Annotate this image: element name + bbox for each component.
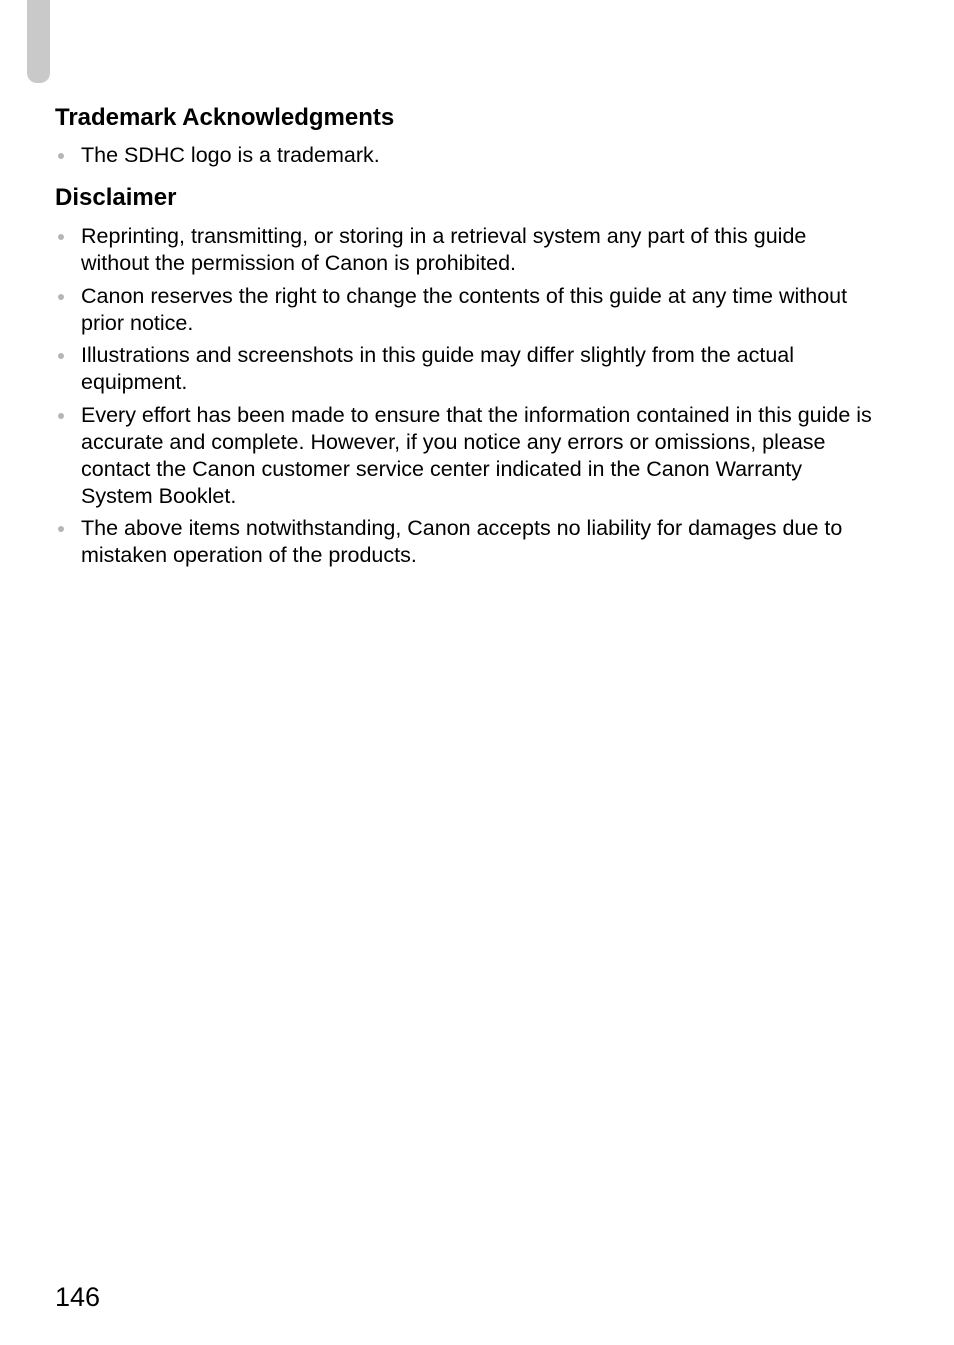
trademark-list [55, 142, 875, 175]
bullet-icon [58, 234, 64, 240]
disclaimer-list [55, 223, 875, 575]
bullet-icon [58, 153, 64, 159]
trademark-heading: Trademark Acknowledgments [55, 104, 395, 131]
list-item-text: The above items notwithstanding, Canon accepts no liability for damages due to mistaken operation of the products. [81, 516, 843, 567]
bullet-icon [58, 353, 64, 359]
list-item-text: Illustrations and screenshots in this guide may differ slightly from the actual equipment. [81, 343, 795, 394]
bullet-icon [58, 413, 64, 419]
section-side-tab [27, 0, 50, 83]
bullet-icon [58, 526, 64, 532]
list-item [55, 223, 875, 277]
list-item [55, 402, 875, 510]
list-item [55, 515, 875, 569]
list-item [55, 142, 875, 169]
list-item-text: Every effort has been made to ensure that the information contained in this guide is accurate and complete. However, if you notice any errors or omissions, please contact the Canon customer service center indicated in the Canon Warranty System Booklet. [81, 402, 872, 508]
list-item [55, 283, 875, 337]
bullet-icon [58, 294, 64, 300]
list-item-text: The SDHC logo is a trademark. [81, 143, 380, 167]
disclaimer-heading: Disclaimer [55, 184, 177, 211]
list-item [55, 342, 875, 396]
list-item-text: Reprinting, transmitting, or storing in a retrieval system any part of this guide without the permission of Canon is prohibited. [81, 224, 807, 275]
list-item-text: Canon reserves the right to change the contents of this guide at any time without prior notice. [81, 283, 848, 335]
page-number: 146 [55, 1282, 101, 1312]
